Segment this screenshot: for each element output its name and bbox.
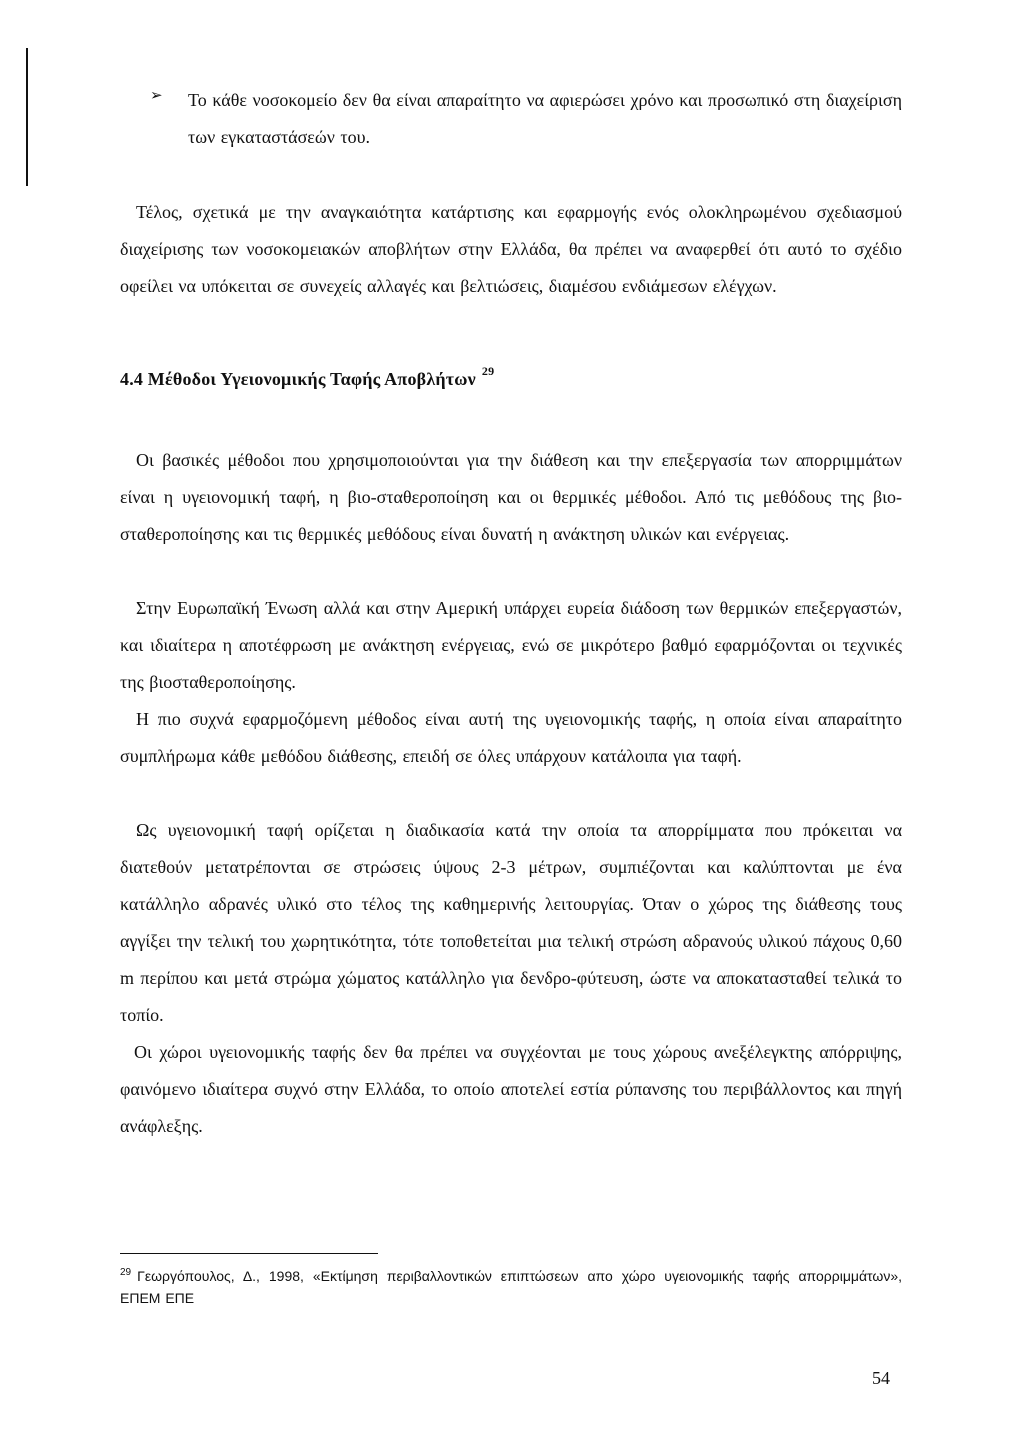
paragraph-europe: Στην Ευρωπαϊκή Ένωση αλλά και στην Αμερική υπάρχει ευρεία διάδοση των θερμικών επεξεργαστών, και ιδιαίτερα η αποτέφρωση με ανάκτηση ενέργειας, ενώ σε μικρότερο βαθμό εφαρμόζονται οι τεχνικές της βιοσταθεροποίησης. — [120, 598, 902, 692]
paragraph-intro: Τέλος, σχετικά με την αναγκαιότητα κατάρτισης και εφαρμογής ενός ολοκληρωμένου σχεδιασμού διαχείρισης των νοσοκομειακών αποβλήτων στην Ελλάδα, θα πρέπει να αναφερθεί ότι αυτό το σχέδιο οφείλει να υπόκειται σε συνεχείς αλλαγές και βελτιώσεις, διαμέσου ενδιάμεσων ελέγχων. — [120, 202, 902, 296]
paragraph-uncontrolled-dumping: Οι χώροι υγειονομικής ταφής δεν θα πρέπει να συγχέονται με τους χώρους ανεξέλεγκτης απόρριψης, φαινόμενο ιδιαίτερα συχνό στην Ελλάδα, το οποίο αποτελεί εστία ρύπανσης του περιβάλλοντος και πηγή ανάφλεξης. — [120, 1042, 902, 1136]
bullet-text: Το κάθε νοσοκομείο δεν θα είναι απαραίτητο να αφιερώσει χρόνο και προσωπικό στη διαχείριση των εγκαταστάσεών του. — [188, 90, 902, 147]
page-number: 54 — [872, 1368, 890, 1388]
footnote-number: 29 — [120, 1267, 132, 1278]
paragraph-methods: Οι βασικές μέθοδοι που χρησιμοποιούνται για την διάθεση και την επεξεργασία των απορριμμάτων είναι η υγειονομική ταφή, η βιο-σταθεροποίηση και οι θερμικές μέθοδοι. Από τις μεθόδους της βιο-σταθεροποίησης και τις θερμικές μεθόδους είναι δυνατή η ανάκτηση υλικών και ενέργειας. — [120, 450, 902, 544]
paragraph-landfill-common: Η πιο συχνά εφαρμοζόμενη μέθοδος είναι αυτή της υγειονομικής ταφής, η οποία είναι απαραίτητο συμπλήρωμα κάθε μεθόδου διάθεσης, επειδή σε όλες υπάρχουν κατάλοιπα για ταφή. — [120, 709, 902, 766]
footnote-reference: 29 — [481, 364, 495, 378]
paragraph-landfill-definition: Ως υγειονομική ταφή ορίζεται η διαδικασία κατά την οποία τα απορρίμματα που πρόκειται να διατεθούν μετατρέπονται σε στρώσεις ύψους 2-3 μέτρων, συμπιέζονται και καλύπτονται με ένα κατάλληλο αδρανές υλικό στο τέλος της καθημερινής λειτουργίας. Όταν ο χώρος της διάθεσης τους αγγίξει την τελική του χωρητικότητα, τότε τοποθετείται μια τελική στρώση αδρανούς υλικού πάχους 0,60 m περίπου και μετά στρώμα χώματος κατάλληλο για δενδρο-φύτευση, ώστε να αποκατασταθεί τελικά το τοπίο. — [120, 820, 902, 1025]
footnote-text: Γεωργόπουλος, Δ., 1998, «Εκτίμηση περιβαλλοντικών επιπτώσεων απο χώρο υγειονομικής ταφής απορριμμάτων», ΕΠΕΜ ΕΠΕ — [120, 1268, 902, 1306]
footnote-separator — [120, 1253, 378, 1254]
section-heading-text: 4.4 Μέθοδοι Υγειονομικής Ταφής Αποβλήτων — [120, 369, 476, 389]
bullet-item — [150, 82, 902, 156]
footnote — [120, 1262, 902, 1309]
margin-rule — [26, 48, 28, 186]
bullet-arrow-icon: ➢ — [150, 86, 163, 104]
section-heading — [120, 364, 494, 390]
